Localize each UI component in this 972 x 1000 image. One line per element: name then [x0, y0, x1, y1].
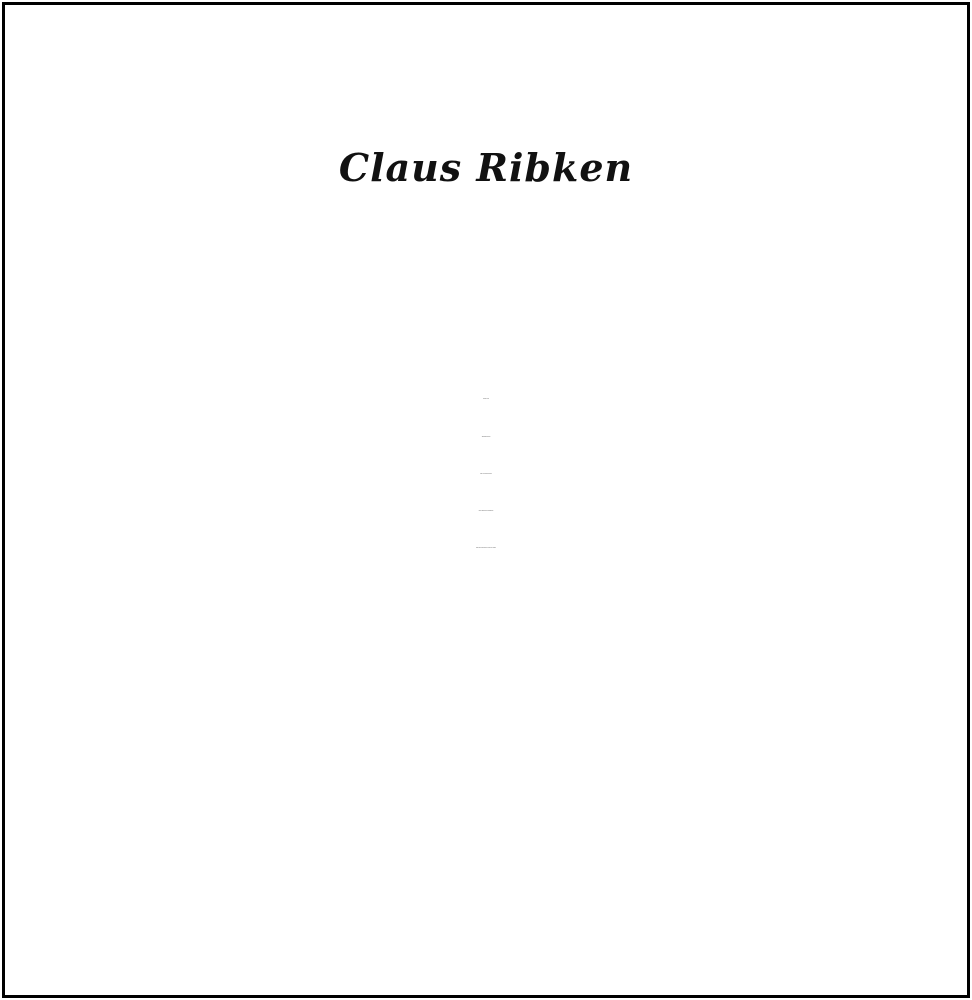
mourner-2: Thomas Ribken [481, 437, 491, 438]
mourner-3: mit Lea und Hendrik [480, 474, 492, 475]
mourner-1: Deine Lulu [483, 399, 489, 400]
mourner-4: Imke und Bernd Homberg [478, 511, 494, 512]
deceased-name: Claus Ribken [338, 145, 634, 190]
obituary-frame [2, 2, 970, 998]
mourner-5: mit Finn und Philine, Jan und Luisa [476, 548, 496, 549]
